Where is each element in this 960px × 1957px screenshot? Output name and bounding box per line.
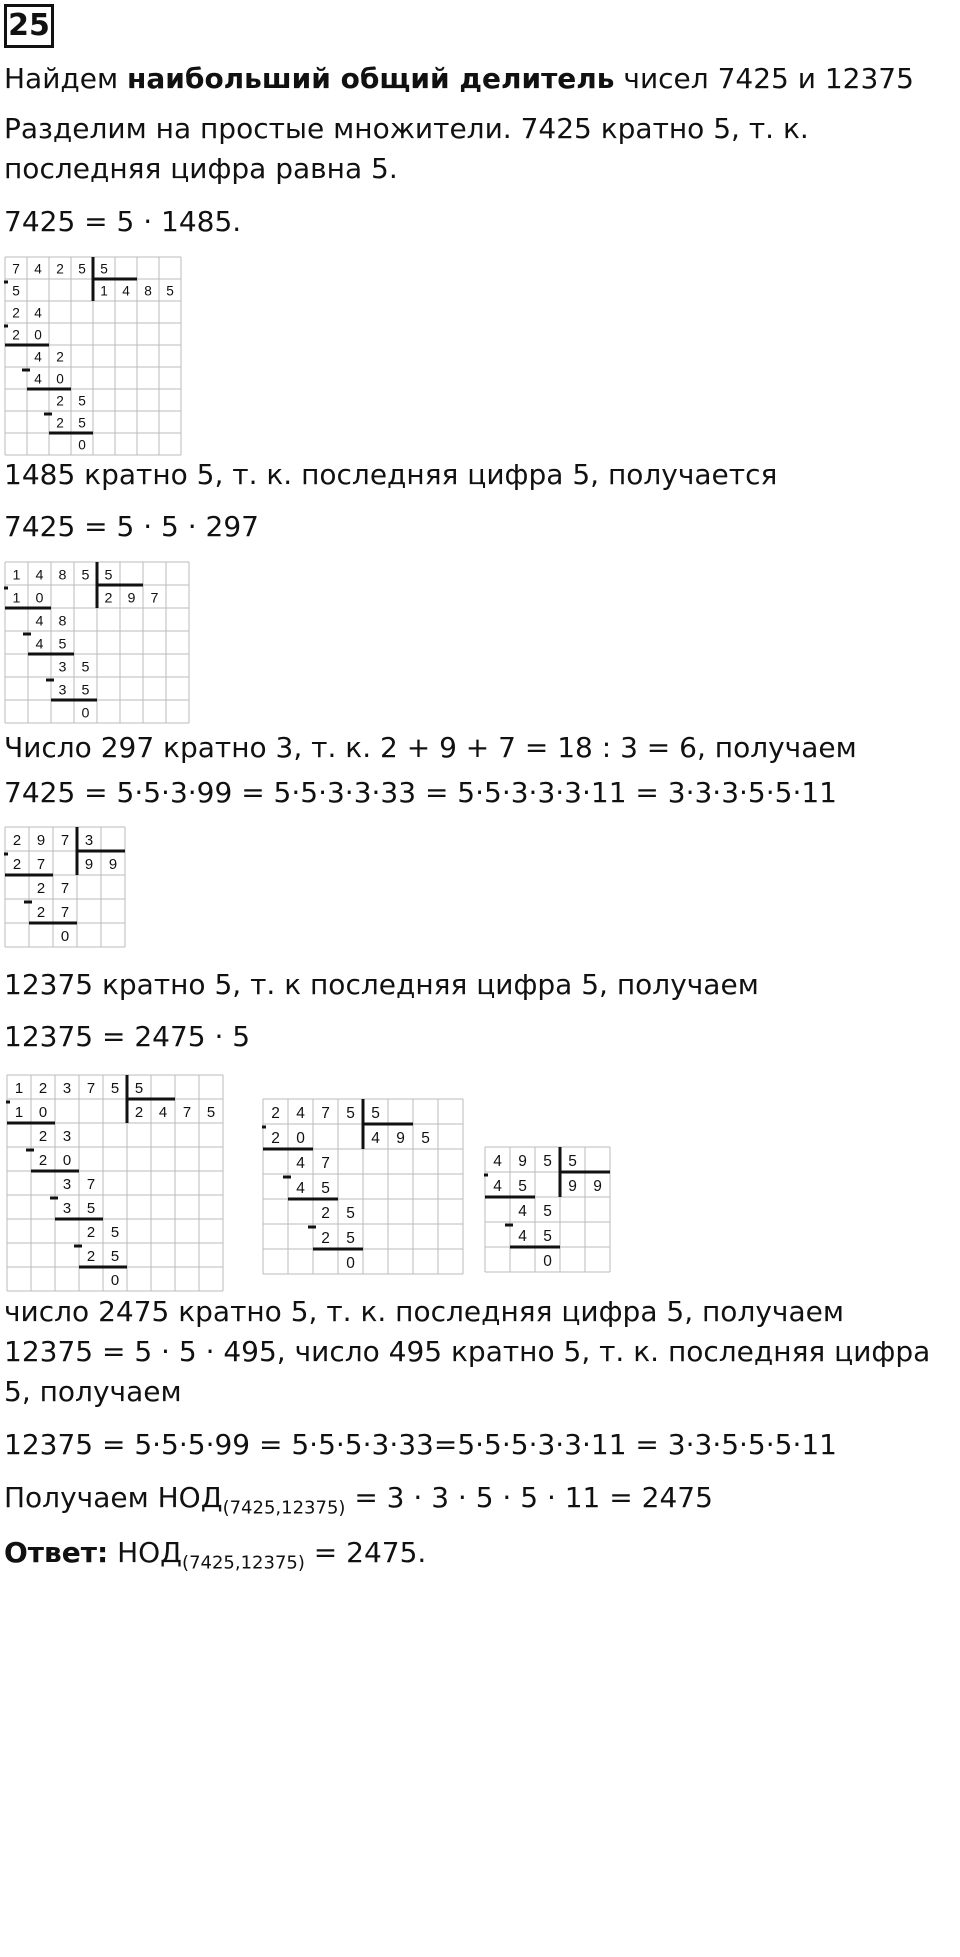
grid-digit: 2 <box>86 1225 96 1241</box>
g3-svg <box>4 826 126 948</box>
grid-digit: 5 <box>206 1105 216 1121</box>
text-line-4: 7425 = 5 · 1485. <box>4 205 242 238</box>
grid-digit: 7 <box>60 881 70 897</box>
grid-digit: 4 <box>35 567 44 584</box>
text-line-8: 7425 = 5·5·3·99 = 5·5·3·3·33 = 5·5·3·3·3·11 = 3·3·3·5·5·11 <box>4 776 837 809</box>
result-sub: (7425,12375) <box>222 1497 346 1519</box>
intro-line <box>4 62 914 96</box>
grid-digit: 4 <box>296 1104 305 1122</box>
grid-digit: 7 <box>12 261 20 277</box>
result-text-b: = 3 · 3 · 5 · 5 · 11 = 2475 <box>345 1481 713 1514</box>
division-grid-12375 <box>6 1074 224 1292</box>
grid-digit: 5 <box>86 1201 96 1217</box>
text-line-3: последняя цифра равна 5. <box>4 152 398 185</box>
grid-digit: 5 <box>346 1104 355 1122</box>
grid-digit: 3 <box>62 1081 72 1097</box>
grid-digit: 2 <box>38 1153 48 1169</box>
grid-digit: 5 <box>78 261 86 277</box>
text-line-11: число 2475 кратно 5, т. к. последняя цифра 5, получаем <box>4 1295 844 1328</box>
grid-digit: 5 <box>104 567 113 584</box>
grid-digit: 7 <box>36 857 46 873</box>
grid-digit: 2 <box>12 833 22 849</box>
answer-text-b: = 2475. <box>304 1536 427 1569</box>
grid-digit: 0 <box>78 437 86 453</box>
division-grid-495 <box>484 1146 611 1273</box>
grid-digit: 7 <box>321 1104 330 1122</box>
grid-digit: 2 <box>38 1129 48 1145</box>
grid-digit: 0 <box>346 1254 355 1272</box>
grid-digit: 2 <box>36 905 46 921</box>
g5-svg <box>262 1098 464 1275</box>
grid-digit: 7 <box>150 590 159 607</box>
grid-digit: 5 <box>81 682 90 699</box>
text-line-10: 12375 = 2475 · 5 <box>4 1020 251 1053</box>
grid-digit: 8 <box>144 283 152 299</box>
grid-digit: 1 <box>12 567 21 584</box>
grid-digit: 1 <box>100 283 108 299</box>
grid-digit: 2 <box>271 1104 280 1122</box>
grid-digit: 7 <box>60 905 70 921</box>
grid-digit: 9 <box>593 1177 602 1195</box>
grid-digit: 5 <box>78 415 86 431</box>
grid-digit: 5 <box>12 283 20 299</box>
division-grid-2475 <box>262 1098 464 1275</box>
grid-digit: 0 <box>296 1129 305 1147</box>
grid-digit: 5 <box>58 636 67 653</box>
grid-digit: 2 <box>12 857 22 873</box>
grid-digit: 5 <box>543 1202 552 1220</box>
grid-digit: 0 <box>35 590 44 607</box>
grid-digit: 0 <box>543 1252 552 1270</box>
grid-digit: 9 <box>84 857 94 873</box>
grid-digit: 0 <box>34 327 42 343</box>
grid-digit: 9 <box>396 1129 405 1147</box>
grid-digit: 2 <box>56 349 64 365</box>
grid-digit: 5 <box>346 1229 355 1247</box>
grid-digit: 5 <box>421 1129 430 1147</box>
g1-svg <box>4 256 182 456</box>
grid-digit: 4 <box>493 1152 502 1170</box>
grid-digit: 7 <box>60 833 70 849</box>
grid-digit: 2 <box>56 261 64 277</box>
grid-digit: 4 <box>122 283 130 299</box>
grid-digit: 1 <box>12 590 21 607</box>
answer-sub: (7425,12375) <box>182 1552 305 1574</box>
text-line-13: 5, получаем <box>4 1375 182 1408</box>
grid-digit: 2 <box>56 393 64 409</box>
grid-digit: 2 <box>104 590 113 607</box>
grid-digit: 9 <box>36 833 46 849</box>
grid-digit: 4 <box>493 1177 502 1195</box>
grid-digit: 5 <box>134 1081 144 1097</box>
grid-digit: 0 <box>62 1153 72 1169</box>
text-line-5: 1485 кратно 5, т. к. последняя цифра 5, получается <box>4 458 778 491</box>
grid-digit: 4 <box>34 371 42 387</box>
grid-digit: 2 <box>36 881 46 897</box>
grid-digit: 4 <box>518 1202 527 1220</box>
grid-digit: 5 <box>543 1152 552 1170</box>
division-grid-1485 <box>4 561 190 724</box>
grid-digit: 5 <box>518 1177 527 1195</box>
grid-digit: 9 <box>127 590 136 607</box>
division-grid-7425 <box>4 256 182 456</box>
grid-digit: 5 <box>110 1225 120 1241</box>
grid-digit: 5 <box>371 1104 380 1122</box>
result-line <box>4 1481 713 1526</box>
text-line-7: Число 297 кратно 3, т. к. 2 + 9 + 7 = 18 : 3 = 6, получаем <box>4 731 857 764</box>
grid-digit: 1 <box>14 1081 24 1097</box>
grid-digit: 5 <box>321 1179 330 1197</box>
answer-label: Ответ: <box>4 1536 109 1569</box>
intro-bold: наибольший общий делитель <box>127 62 615 95</box>
answer-line <box>4 1536 426 1581</box>
grid-digit: 0 <box>56 371 64 387</box>
task-number: 25 <box>4 4 54 48</box>
grid-digit: 4 <box>296 1179 305 1197</box>
result-text-a: Получаем НОД <box>4 1481 223 1514</box>
grid-digit: 3 <box>58 659 67 676</box>
grid-digit: 0 <box>38 1105 48 1121</box>
grid-digit: 2 <box>56 415 64 431</box>
answer-text-a: НОД <box>108 1536 183 1569</box>
grid-digit: 4 <box>35 636 44 653</box>
grid-digit: 5 <box>110 1081 120 1097</box>
text-line-14: 12375 = 5·5·5·99 = 5·5·5·3·33=5·5·5·3·3·11 = 3·3·5·5·5·11 <box>4 1428 837 1461</box>
grid-digit: 5 <box>100 261 108 277</box>
grid-digit: 4 <box>34 261 42 277</box>
grid-digit: 4 <box>35 613 44 630</box>
grid-digit: 5 <box>78 393 86 409</box>
grid-digit: 4 <box>518 1227 527 1245</box>
grid-digit: 3 <box>62 1129 72 1145</box>
grid-digit: 3 <box>58 682 67 699</box>
grid-digit: 0 <box>110 1273 120 1289</box>
grid-digit: 5 <box>110 1249 120 1265</box>
intro-text-c: чисел 7425 и 12375 <box>614 62 914 95</box>
grid-digit: 7 <box>182 1105 192 1121</box>
division-grid-297 <box>4 826 126 948</box>
grid-digit: 5 <box>346 1204 355 1222</box>
grid-digit: 5 <box>81 567 90 584</box>
grid-digit: 2 <box>38 1081 48 1097</box>
grid-digit: 2 <box>86 1249 96 1265</box>
grid-digit: 9 <box>568 1177 577 1195</box>
text-line-2: Разделим на простые множители. 7425 кратно 5, т. к. <box>4 112 809 145</box>
grid-digit: 7 <box>86 1177 96 1193</box>
grid-digit: 4 <box>371 1129 380 1147</box>
intro-text-a: Найдем <box>4 62 128 95</box>
grid-digit: 5 <box>568 1152 577 1170</box>
text-line-12: 12375 = 5 · 5 · 495, число 495 кратно 5, т. к. последняя цифра <box>4 1335 931 1368</box>
grid-digit: 8 <box>58 613 67 630</box>
grid-digit: 4 <box>296 1154 305 1172</box>
grid-digit: 4 <box>34 305 42 321</box>
text-line-9: 12375 кратно 5, т. к последняя цифра 5, получаем <box>4 968 759 1001</box>
grid-digit: 0 <box>81 705 90 722</box>
g4-svg <box>6 1074 224 1292</box>
grid-digit: 0 <box>60 929 70 945</box>
grid-digit: 1 <box>14 1105 24 1121</box>
grid-digit: 5 <box>81 659 90 676</box>
grid-digit: 2 <box>271 1129 280 1147</box>
text-line-6: 7425 = 5 · 5 · 297 <box>4 510 259 543</box>
grid-digit: 2 <box>12 327 20 343</box>
grid-digit: 9 <box>518 1152 527 1170</box>
grid-digit: 4 <box>34 349 42 365</box>
grid-digit: 2 <box>321 1229 330 1247</box>
grid-digit: 5 <box>166 283 174 299</box>
grid-digit: 9 <box>108 857 118 873</box>
grid-digit: 3 <box>62 1201 72 1217</box>
grid-digit: 2 <box>134 1105 144 1121</box>
grid-digit: 7 <box>321 1154 330 1172</box>
grid-digit: 2 <box>321 1204 330 1222</box>
grid-digit: 2 <box>12 305 20 321</box>
grid-digit: 8 <box>58 567 67 584</box>
g6-svg <box>484 1146 611 1273</box>
grid-digit: 3 <box>84 833 94 849</box>
grid-digit: 3 <box>62 1177 72 1193</box>
grid-digit: 7 <box>86 1081 96 1097</box>
grid-digit: 4 <box>158 1105 168 1121</box>
g2-svg <box>4 561 190 724</box>
grid-digit: 5 <box>543 1227 552 1245</box>
